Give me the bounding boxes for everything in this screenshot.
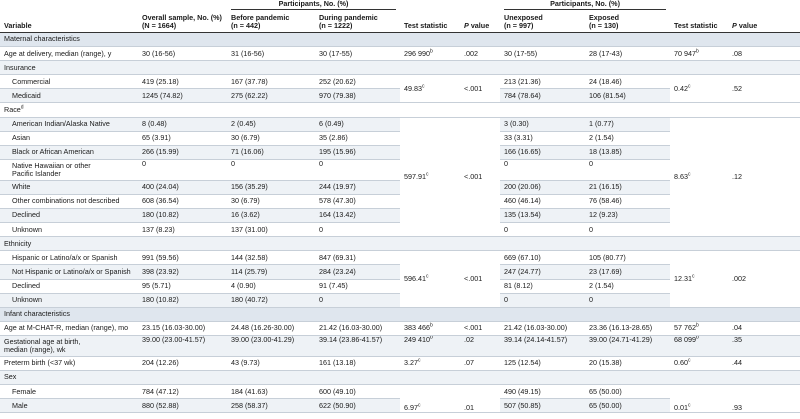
footnote-marker: c bbox=[418, 357, 421, 364]
table-cell bbox=[400, 385, 460, 413]
table-cell: 180 (40.72) bbox=[227, 293, 315, 307]
table-cell: 0 bbox=[500, 159, 585, 180]
cell-text: Pacific Islander bbox=[12, 168, 61, 178]
cell-text: Native Hawaiian or other bbox=[12, 160, 91, 170]
footnote-marker: d bbox=[20, 104, 24, 111]
cell-text: 70 947 bbox=[674, 48, 697, 58]
table-cell: 0 bbox=[500, 223, 585, 237]
table-cell: 65 (50.00) bbox=[585, 385, 670, 399]
table-cell: Declined bbox=[0, 279, 138, 293]
footnote-marker: b bbox=[430, 335, 433, 341]
cell-text: value bbox=[470, 20, 490, 30]
table-cell: Maternal characteristics bbox=[0, 33, 800, 47]
cell-text: 8.63 bbox=[674, 171, 689, 181]
cell-text: Before pandemic bbox=[231, 12, 290, 22]
table-cell: 184 (41.63) bbox=[227, 385, 315, 399]
cell-text: (n = 1222) bbox=[319, 20, 353, 30]
table-cell: 460 (46.14) bbox=[500, 194, 585, 208]
table-cell: 39.00 (23.00-41.57) bbox=[138, 335, 227, 356]
table-cell: 91 (7.45) bbox=[315, 279, 400, 293]
table-cell bbox=[400, 47, 460, 61]
table-cell: Female bbox=[0, 385, 138, 399]
table-cell: 43 (9.73) bbox=[227, 356, 315, 370]
table-cell bbox=[400, 335, 460, 356]
table-cell: 156 (35.29) bbox=[227, 180, 315, 194]
table-cell: 4 (0.90) bbox=[227, 279, 315, 293]
table-cell: 0 bbox=[227, 159, 315, 180]
table-cell bbox=[670, 385, 728, 413]
cell-text: 49.83 bbox=[404, 83, 423, 93]
table-cell: .07 bbox=[460, 356, 500, 370]
table-cell: Declined bbox=[0, 209, 138, 223]
table-cell: Other combinations not described bbox=[0, 194, 138, 208]
table-row bbox=[0, 117, 800, 131]
table-cell: .52 bbox=[728, 75, 800, 103]
table-cell: .04 bbox=[728, 321, 800, 335]
cell-text: 0.01 bbox=[674, 403, 689, 413]
footnote-marker: c bbox=[418, 402, 421, 409]
table-cell: 880 (52.88) bbox=[138, 399, 227, 413]
table-cell: Preterm birth (<37 wk) bbox=[0, 356, 138, 370]
table-cell: 266 (15.99) bbox=[138, 145, 227, 159]
table-cell: 164 (13.42) bbox=[315, 209, 400, 223]
table-cell bbox=[400, 321, 460, 335]
footnote-marker: c bbox=[426, 273, 429, 280]
table-cell: 21.42 (16.03-30.00) bbox=[500, 321, 585, 335]
table-cell: 213 (21.36) bbox=[500, 75, 585, 89]
table-cell: .93 bbox=[728, 385, 800, 413]
table-cell: 3 (0.30) bbox=[500, 117, 585, 131]
table-cell: 106 (81.54) bbox=[585, 89, 670, 103]
footnote-marker: b bbox=[430, 322, 433, 329]
table-cell: 144 (32.58) bbox=[227, 251, 315, 265]
table-cell: 125 (12.54) bbox=[500, 356, 585, 370]
cell-text: (n = 442) bbox=[231, 20, 261, 30]
table-cell: Unknown bbox=[0, 223, 138, 237]
table-cell: .01 bbox=[460, 385, 500, 413]
table-row bbox=[0, 385, 800, 399]
table-cell: Asian bbox=[0, 131, 138, 145]
table-cell: 258 (58.37) bbox=[227, 399, 315, 413]
table-cell: 204 (12.26) bbox=[138, 356, 227, 370]
table-cell: Unknown bbox=[0, 293, 138, 307]
table-cell: 135 (13.54) bbox=[500, 209, 585, 223]
col-unexposed bbox=[500, 11, 585, 33]
footnote-marker: c bbox=[688, 83, 691, 90]
table-cell bbox=[400, 356, 460, 370]
footnote-marker: c bbox=[426, 171, 429, 178]
table-cell: 507 (50.85) bbox=[500, 399, 585, 413]
subgroup-header-row bbox=[0, 237, 800, 251]
col-p-value bbox=[460, 11, 500, 33]
col-test-statistic: Test statistic bbox=[400, 11, 460, 33]
table-cell: <.001 bbox=[460, 75, 500, 103]
footnote-marker: c bbox=[688, 402, 691, 409]
pandemic-group-header: Participants, No. (%) bbox=[231, 0, 396, 10]
col-before bbox=[227, 11, 315, 33]
cell-text: (n = 997) bbox=[504, 20, 534, 30]
footnote-marker: c bbox=[688, 171, 691, 178]
table-cell: Infant characteristics bbox=[0, 307, 800, 321]
table-cell: 784 (47.12) bbox=[138, 385, 227, 399]
table-cell: 0 bbox=[315, 159, 400, 180]
table-cell: 0 bbox=[138, 159, 227, 180]
table-cell: 991 (59.56) bbox=[138, 251, 227, 265]
col-variable: Variable bbox=[0, 11, 138, 33]
col-p-value-2 bbox=[728, 11, 800, 33]
table-cell: 23.15 (16.03-30.00) bbox=[138, 321, 227, 335]
table-cell: 39.14 (23.86-41.57) bbox=[315, 335, 400, 356]
table-cell: 33 (3.31) bbox=[500, 131, 585, 145]
table-cell: 400 (24.04) bbox=[138, 180, 227, 194]
table-cell bbox=[0, 159, 138, 180]
cell-text: 597.91 bbox=[404, 171, 426, 181]
table-cell: 137 (8.23) bbox=[138, 223, 227, 237]
table-cell: .08 bbox=[728, 47, 800, 61]
cell-text: 383 466 bbox=[404, 323, 430, 333]
table-cell: 8 (0.48) bbox=[138, 117, 227, 131]
col-test-statistic-2: Test statistic bbox=[670, 11, 728, 33]
table-cell: 195 (15.96) bbox=[315, 145, 400, 159]
table-cell: 1 (0.77) bbox=[585, 117, 670, 131]
table-cell: 21.42 (16.03-30.00) bbox=[315, 321, 400, 335]
cell-text: median (range), wk bbox=[4, 344, 66, 354]
table-cell: 18 (13.85) bbox=[585, 145, 670, 159]
table-cell: 608 (36.54) bbox=[138, 194, 227, 208]
footnote-marker: c bbox=[692, 273, 695, 280]
table-cell: 21 (16.15) bbox=[585, 180, 670, 194]
cell-text: 12.31 bbox=[674, 273, 693, 283]
section-row bbox=[0, 307, 800, 321]
cell-text: Exposed bbox=[589, 12, 619, 22]
section-row bbox=[0, 33, 800, 47]
table-cell: 31 (16-56) bbox=[227, 47, 315, 61]
table-cell: 35 (2.86) bbox=[315, 131, 400, 145]
table-cell: <.001 bbox=[460, 251, 500, 307]
table-cell: 252 (20.62) bbox=[315, 75, 400, 89]
table-cell: .002 bbox=[728, 251, 800, 307]
cell-text: (N = 1664) bbox=[142, 20, 177, 30]
cell-text: Gestational age at birth, bbox=[4, 336, 81, 346]
table-cell: Black or African American bbox=[0, 145, 138, 159]
table-cell bbox=[400, 117, 460, 237]
cell-text: Unexposed bbox=[504, 12, 543, 22]
cell-text: Overall sample, No. (%) bbox=[142, 12, 222, 22]
subgroup-header-row bbox=[0, 61, 800, 75]
table-cell: 30 (16-56) bbox=[138, 47, 227, 61]
table-cell: 180 (10.82) bbox=[138, 293, 227, 307]
exposure-group-header: Participants, No. (%) bbox=[504, 0, 666, 10]
table-cell: 2 (1.54) bbox=[585, 279, 670, 293]
table-cell: 490 (49.15) bbox=[500, 385, 585, 399]
table-cell: Not Hispanic or Latino/a/x or Spanish bbox=[0, 265, 138, 279]
table-cell: 284 (23.24) bbox=[315, 265, 400, 279]
table-cell: White bbox=[0, 180, 138, 194]
table-cell bbox=[670, 75, 728, 103]
table-cell: 30 (17-55) bbox=[500, 47, 585, 61]
footnote-marker: c bbox=[422, 83, 425, 90]
table-cell bbox=[670, 335, 728, 356]
table-cell: 847 (69.31) bbox=[315, 251, 400, 265]
table-cell: 0 bbox=[315, 223, 400, 237]
table-cell: 23 (17.69) bbox=[585, 265, 670, 279]
table-cell: 16 (3.62) bbox=[227, 209, 315, 223]
table-cell: .002 bbox=[460, 47, 500, 61]
table-row bbox=[0, 356, 800, 370]
footnote-marker: b bbox=[430, 48, 433, 55]
col-during bbox=[315, 11, 400, 33]
cell-text: 249 410 bbox=[404, 335, 430, 344]
table-cell: 114 (25.79) bbox=[227, 265, 315, 279]
footnote-marker: c bbox=[688, 357, 691, 364]
subgroup-header-row bbox=[0, 103, 800, 117]
table-cell bbox=[670, 117, 728, 237]
table-cell: Ethnicity bbox=[0, 237, 800, 251]
cell-text: (n = 130) bbox=[589, 20, 619, 30]
cell-text: P bbox=[732, 20, 737, 30]
table-cell: Sex bbox=[0, 370, 800, 384]
table-body bbox=[0, 33, 800, 413]
table-cell: 244 (19.97) bbox=[315, 180, 400, 194]
table-row bbox=[0, 47, 800, 61]
table-cell bbox=[670, 356, 728, 370]
table-cell: 30 (17-55) bbox=[315, 47, 400, 61]
table-cell: .44 bbox=[728, 356, 800, 370]
table-cell bbox=[670, 47, 728, 61]
cell-text: Race bbox=[4, 104, 21, 114]
table-cell bbox=[400, 75, 460, 103]
table-cell: 0 bbox=[585, 159, 670, 180]
table-cell bbox=[0, 103, 800, 117]
table-cell: Commercial bbox=[0, 75, 138, 89]
cell-text: 0.60 bbox=[674, 358, 689, 368]
table-cell: 622 (50.90) bbox=[315, 399, 400, 413]
col-exposed bbox=[585, 11, 670, 33]
table-cell: 105 (80.77) bbox=[585, 251, 670, 265]
table-cell: Hispanic or Latino/a/x or Spanish bbox=[0, 251, 138, 265]
table-cell: 161 (13.18) bbox=[315, 356, 400, 370]
table-cell: 95 (5.71) bbox=[138, 279, 227, 293]
table-cell: 65 (3.91) bbox=[138, 131, 227, 145]
footnote-marker: b bbox=[696, 335, 699, 341]
cell-text: 296 990 bbox=[404, 48, 430, 58]
table-cell: 166 (16.65) bbox=[500, 145, 585, 159]
table-cell: .02 bbox=[460, 335, 500, 356]
table-cell: 23.36 (16.13-28.65) bbox=[585, 321, 670, 335]
table-row bbox=[0, 75, 800, 89]
col-overall bbox=[138, 11, 227, 33]
table-cell: 419 (25.18) bbox=[138, 75, 227, 89]
table-cell bbox=[0, 335, 138, 356]
cell-text: value bbox=[738, 20, 758, 30]
table-cell: 81 (8.12) bbox=[500, 279, 585, 293]
table-cell: 0 bbox=[585, 223, 670, 237]
table-cell: Age at delivery, median (range), y bbox=[0, 47, 138, 61]
table-cell: 20 (15.38) bbox=[585, 356, 670, 370]
subgroup-header-row bbox=[0, 370, 800, 384]
table-cell: 28 (17-43) bbox=[585, 47, 670, 61]
table-cell: 76 (58.46) bbox=[585, 194, 670, 208]
table-cell: .35 bbox=[728, 335, 800, 356]
table-cell: 0 bbox=[500, 293, 585, 307]
table-cell: 600 (49.10) bbox=[315, 385, 400, 399]
cell-text: 0.42 bbox=[674, 83, 689, 93]
cell-text: 6.97 bbox=[404, 403, 419, 413]
table-cell: 0 bbox=[315, 293, 400, 307]
table-cell: 12 (9.23) bbox=[585, 209, 670, 223]
table-cell: Insurance bbox=[0, 61, 800, 75]
table-cell: 1245 (74.82) bbox=[138, 89, 227, 103]
table-cell: 65 (50.00) bbox=[585, 399, 670, 413]
table-cell: 30 (6.79) bbox=[227, 131, 315, 145]
table-cell: 398 (23.92) bbox=[138, 265, 227, 279]
cell-text: 57 762 bbox=[674, 323, 697, 333]
table-row bbox=[0, 321, 800, 335]
table-cell: 71 (16.06) bbox=[227, 145, 315, 159]
table-cell: 180 (10.82) bbox=[138, 209, 227, 223]
table-cell: 784 (78.64) bbox=[500, 89, 585, 103]
table-cell bbox=[400, 251, 460, 307]
cell-text: During pandemic bbox=[319, 12, 378, 22]
table-cell: 24 (18.46) bbox=[585, 75, 670, 89]
table-cell: 30 (6.79) bbox=[227, 194, 315, 208]
table-cell: <.001 bbox=[460, 321, 500, 335]
footnote-marker: b bbox=[696, 48, 699, 55]
table-cell: Medicaid bbox=[0, 89, 138, 103]
table-cell bbox=[670, 321, 728, 335]
cell-text: 68 099 bbox=[674, 335, 697, 344]
table-cell: 200 (20.06) bbox=[500, 180, 585, 194]
cell-text: P bbox=[464, 20, 469, 30]
table-cell: 247 (24.77) bbox=[500, 265, 585, 279]
table-cell: 2 (1.54) bbox=[585, 131, 670, 145]
cell-text: 596.41 bbox=[404, 273, 426, 283]
table-cell: 24.48 (16.26-30.00) bbox=[227, 321, 315, 335]
footnote-marker: b bbox=[696, 322, 699, 329]
table-cell: 970 (79.38) bbox=[315, 89, 400, 103]
cell-text: 3.27 bbox=[404, 358, 419, 368]
table-cell: 0 bbox=[585, 293, 670, 307]
table-cell: 39.14 (24.14-41.57) bbox=[500, 335, 585, 356]
table-cell: 578 (47.30) bbox=[315, 194, 400, 208]
table-cell: Age at M-CHAT-R, median (range), mo bbox=[0, 321, 138, 335]
table-cell: Male bbox=[0, 399, 138, 413]
table-row bbox=[0, 251, 800, 265]
table-cell: 167 (37.78) bbox=[227, 75, 315, 89]
table-cell: 137 (31.00) bbox=[227, 223, 315, 237]
table-cell: 39.00 (24.71-41.29) bbox=[585, 335, 670, 356]
table-cell: 2 (0.45) bbox=[227, 117, 315, 131]
table-header bbox=[0, 0, 800, 33]
table-cell: <.001 bbox=[460, 117, 500, 237]
table-cell: .12 bbox=[728, 117, 800, 237]
table-cell: American Indian/Alaska Native bbox=[0, 117, 138, 131]
table-cell: 669 (67.10) bbox=[500, 251, 585, 265]
table-cell bbox=[670, 251, 728, 307]
table-cell: 275 (62.22) bbox=[227, 89, 315, 103]
table-row bbox=[0, 335, 800, 356]
table-cell: 6 (0.49) bbox=[315, 117, 400, 131]
table-cell: 39.00 (23.00-41.29) bbox=[227, 335, 315, 356]
